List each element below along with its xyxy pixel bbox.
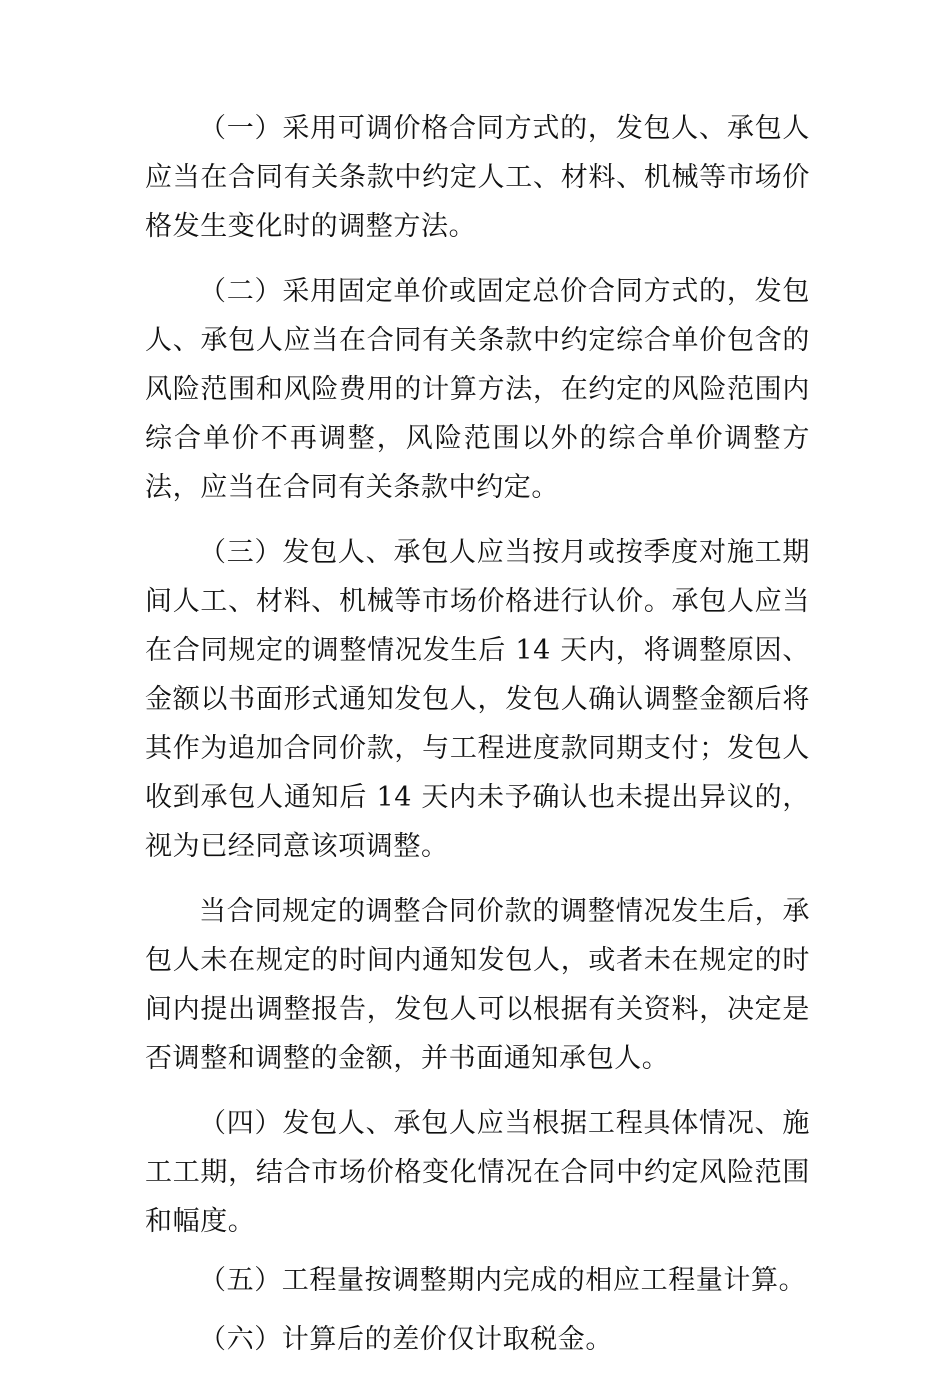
paragraph-4: 当合同规定的调整合同价款的调整情况发生后，承包人未在规定的时间内通知发包人，或者未在规定的时间内提出调整报告，发包人可以根据有关资料，决定是否调整和调整的金额，并书面通知承包人。: [145, 896, 810, 1074]
document-body: [145, 104, 810, 1374]
paragraph-2: （二）采用固定单价或固定总价合同方式的，发包人、承包人应当在合同有关条款中约定综合单价包含的风险范围和风险费用的计算方法，在约定的风险范围内综合单价不再调整，风险范围以外的综合单价调整方法，应当在合同有关条款中约定。: [145, 276, 810, 503]
paragraph-1: （一）采用可调价格合同方式的，发包人、承包人应当在合同有关条款中约定人工、材料、机械等市场价格发生变化时的调整方法。: [145, 113, 810, 242]
paragraph-5: （四）发包人、承包人应当根据工程具体情况、施工工期，结合市场价格变化情况在合同中约定风险范围和幅度。: [145, 1108, 810, 1237]
paragraph-6: （五）工程量按调整期内完成的相应工程量计算。: [199, 1265, 807, 1296]
paragraph-3: （三）发包人、承包人应当按月或按季度对施工期间人工、材料、机械等市场价格进行认价。承包人应当在合同规定的调整情况发生后 14 天内，将调整原因、金额以书面形式通知发包人，发包人确认调整金额后将其作为追加合同价款，与工程进度款同期支付；发包人收到承包人通知后 14 天内未予确认也未提出异议的，视为已经同意该项调整。: [145, 537, 810, 862]
paragraph-7: （六）计算后的差价仅计取税金。: [199, 1324, 613, 1355]
